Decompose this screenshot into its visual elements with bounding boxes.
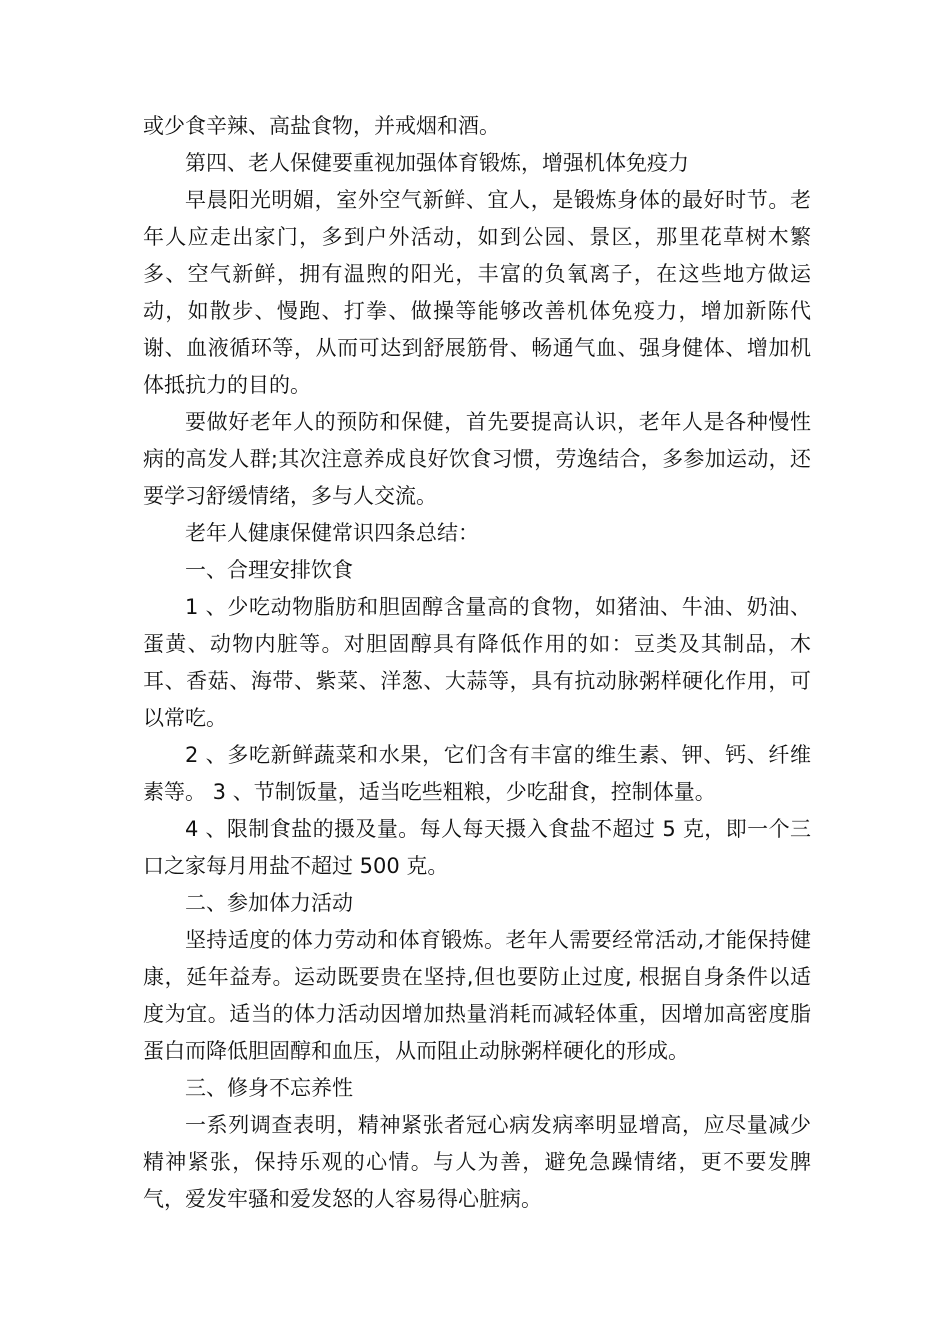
section-heading: 三、修身不忘养性: [185, 1076, 353, 1100]
paragraph: 坚持适度的体力劳动和体育锻炼。老年人需要经常活动,才能保持健康，延年益寿。运动既要贵在坚持,但也要防止过度, 根据自身条件以适度为宜。适当的体力活动因增加热量消耗而减轻体重，因增加高密度脂蛋白而降低胆固醇和血压，从而阻止动脉粥样硬化的形成。: [143, 928, 811, 1063]
document-body: [143, 108, 811, 1218]
paragraph: 一系列调查表明，精神紧张者冠心病发病率明显增高，应尽量减少精神紧张，保持乐观的心情。与人为善，避免急躁情绪，更不要发脾气，爱发牢骚和爱发怒的人容易得心脏病。: [143, 1113, 811, 1211]
section-heading: 第四、老人保健要重视加强体育锻炼，增强机体免疫力: [185, 151, 689, 175]
summary-heading: 老年人健康保健常识四条总结：: [185, 521, 479, 545]
list-item: 4 、限制食盐的摄及量。每人每天摄入食盐不超过 5 克，即一个三口之家每月用盐不超过 500 克。: [143, 817, 811, 878]
section-heading: 一、合理安排饮食: [185, 558, 353, 582]
list-item: 2 、多吃新鲜蔬菜和水果，它们含有丰富的维生素、钾、钙、纤维素等。 3 、节制饭量，适当吃些粗粮，少吃甜食，控制体量。: [143, 743, 811, 804]
paragraph: 要做好老年人的预防和保健，首先要提高认识，老年人是各种慢性病的高发人群;其次注意养成良好饮食习惯，劳逸结合，多参加运动，还要学习舒缓情绪，多与人交流。: [143, 410, 811, 508]
paragraph: 早晨阳光明媚，室外空气新鲜、宜人，是锻炼身体的最好时节。老年人应走出家门，多到户外活动，如到公园、景区，那里花草树木繁多、空气新鲜，拥有温煦的阳光，丰富的负氧离子，在这些地方做运动，如散步、慢跑、打拳、做操等能够改善机体免疫力，增加新陈代谢、血液循环等，从而可达到舒展筋骨、畅通气血、强身健体、增加机体抵抗力的目的。: [143, 188, 811, 397]
list-item: 1 、少吃动物脂肪和胆固醇含量高的食物，如猪油、牛油、奶油、蛋黄、动物内脏等。对胆固醇具有降低作用的如：豆类及其制品，木耳、香菇、海带、紫菜、洋葱、大蒜等，具有抗动脉粥样硬化作用，可以常吃。: [143, 595, 811, 730]
section-heading: 二、参加体力活动: [185, 891, 353, 915]
paragraph: 或少食辛辣、高盐食物，并戒烟和酒。: [143, 114, 500, 138]
